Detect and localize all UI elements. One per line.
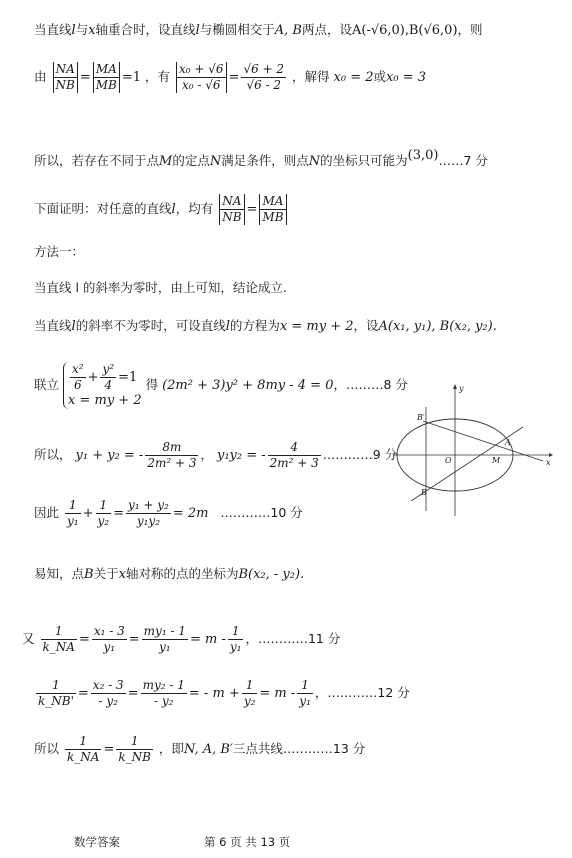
line-2: 由 $\frac{NA}{NB}$ = $\frac{MA}{MB}$ =1 ，有 $\frac{\text{x₀ + √6}}{\text{x₀ - √6}}$ = $\frac{√6 + 2}{√6 - 2}$ ，解得 x₀ = 2或x₀ = 3 [34, 62, 427, 92]
footer-page-number: 第 6 页 共 13 页 [204, 835, 291, 849]
method-heading: 方法一： [34, 244, 85, 259]
label-A: A [505, 438, 511, 447]
line-6: 当直线 l 的斜率为零时，由上可知，结论成立. [34, 280, 287, 295]
line-9: 所以， y₁ + y₂ = - $\frac{8m}{\text{2m² + 3}}$ ， y₁y₂ = - $\frac{4}{\text{2m² + 3}}$ …………9 分 [34, 440, 398, 470]
ellipse-figure [393, 383, 553, 518]
line-8: 联立 $\frac{\text{x²}}{6}$ + $\frac{\text{y²}}{4}$ =1 x = my + 2 得 (2m² + 3)y² + 8my - 4 = 0，………8 分 [34, 362, 408, 408]
line-14: 所以 $\frac{1}{k\_NA}$ = $\frac{1}{k\_NB}$ ，即N, A, B′三点共线…………13 分 [34, 734, 366, 764]
line-12: 又 $\frac{1}{k\_NA}$ = $\frac{\text{x₁ - 3}}{\text{y₁}}$ = $\frac{\text{my₁ - 1}}{\text{y₁}}$ = m - $\frac{1}{\text{y₁}}$ ，…………11 分 [22, 624, 341, 654]
line-10: 因此 $\frac{1}{\text{y₁}}$ + $\frac{1}{\text{y₂}}$ = $\frac{\text{y₁ + y₂}}{\text{y₁y₂}}$ = 2m …………10 分 [34, 498, 303, 528]
line-13: $\frac{1}{k\_NB'}$ = $\frac{\text{x₂ - 3}}{\text{- y₂}}$ = $\frac{\text{my₂ - 1}}{\text{- y₂}}$ = - m + $\frac{1}{\text{y₂}}$ = m - $\frac{1}{\text{y₁}}$ ，…………12 分 [38, 678, 410, 708]
label-B-prime: B′ [417, 413, 425, 422]
line-3: 所以，若存在不同于点M的定点N满足条件，则点N的坐标只可能为(3,0)……7 分 [34, 148, 488, 169]
label-O: O [445, 456, 452, 465]
label-M: M [492, 456, 501, 465]
line-4: 下面证明：对任意的直线l，均有 $\frac{NA}{NB}$ = $\frac{MA}{MB}$ [34, 194, 289, 225]
line-1: 当直线l与x轴重合时，设直线l与椭圆相交于A, B两点，设A(-√6,0),B(√6,0)，则 [34, 22, 483, 38]
label-x: x [546, 458, 551, 467]
label-B: B [421, 488, 427, 497]
equation-system: $\frac{\text{x²}}{6}$ + $\frac{\text{y²}}{4}$ =1 x = my + 2 [63, 362, 142, 409]
line-7: 当直线l的斜率不为零时，可设直线l的方程为x = my + 2，设A(x₁, y₁), B(x₂, y₂). [34, 318, 497, 334]
label-y: y [459, 384, 464, 393]
footer-subject: 数学答案 [74, 835, 120, 849]
line-11: 易知，点B关于x轴对称的点的坐标为B(x₂, - y₂). [34, 566, 305, 582]
